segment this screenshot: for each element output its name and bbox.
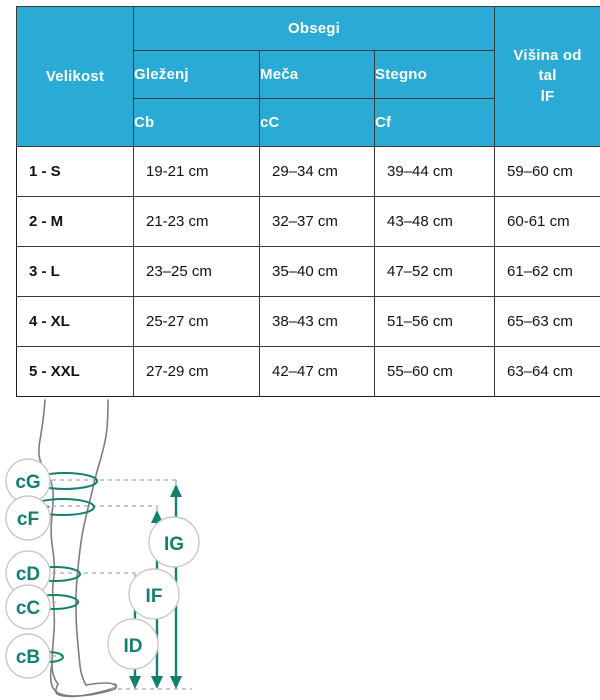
arrowhead-ig-top <box>170 484 182 497</box>
arrowhead-ig-bottom <box>170 676 182 689</box>
leg-measurement-diagram <box>0 398 600 700</box>
table-row <box>17 147 600 197</box>
cell-thigh: 47–52 cm <box>375 247 495 297</box>
cell-size: 1 - S <box>17 147 134 197</box>
cell-calf: 35–40 cm <box>260 247 375 297</box>
label-ig: IG <box>163 534 185 555</box>
cell-calf: 42–47 cm <box>260 347 375 397</box>
cell-thigh: 51–56 cm <box>375 297 495 347</box>
cell-ankle: 23–25 cm <box>134 247 260 297</box>
cell-calf: 29–34 cm <box>260 147 375 197</box>
visina-line-3: lF <box>540 87 555 105</box>
header-meca: Meča <box>260 51 375 99</box>
size-table-container <box>16 6 600 395</box>
label-cf: cF <box>16 509 40 530</box>
label-id: ID <box>123 636 143 657</box>
header-visina-od-tal <box>495 7 600 147</box>
visina-line-1: Višina od <box>513 47 582 65</box>
cell-height: 60-61 cm <box>495 197 600 247</box>
header-code-cf: Cf <box>375 99 495 147</box>
table-body <box>17 147 600 397</box>
table-row <box>17 197 600 247</box>
cell-ankle: 21-23 cm <box>134 197 260 247</box>
cell-calf: 32–37 cm <box>260 197 375 247</box>
size-table <box>16 6 600 397</box>
cell-size: 2 - M <box>17 197 134 247</box>
header-obsegi: Obsegi <box>134 7 495 51</box>
cell-height: 59–60 cm <box>495 147 600 197</box>
cell-thigh: 55–60 cm <box>375 347 495 397</box>
cell-thigh: 43–48 cm <box>375 197 495 247</box>
cell-size: 3 - L <box>17 247 134 297</box>
header-stegno: Stegno <box>375 51 495 99</box>
label-cg: cG <box>15 472 41 493</box>
header-velikost: Velikost <box>17 7 134 147</box>
label-cc: cC <box>15 598 41 619</box>
header-code-cb: Cb <box>134 99 260 147</box>
cell-height: 63–64 cm <box>495 347 600 397</box>
visina-line-2: tal <box>538 67 557 85</box>
header-row-1 <box>17 7 600 51</box>
cell-height: 61–62 cm <box>495 247 600 297</box>
cell-thigh: 39–44 cm <box>375 147 495 197</box>
cell-calf: 38–43 cm <box>260 297 375 347</box>
table-row <box>17 347 600 397</box>
cell-ankle: 27-29 cm <box>134 347 260 397</box>
cell-size: 4 - XL <box>17 297 134 347</box>
table-header <box>17 7 600 147</box>
cell-size: 5 - XXL <box>17 347 134 397</box>
arrowhead-if-bottom <box>151 676 163 689</box>
cell-ankle: 19-21 cm <box>134 147 260 197</box>
label-if: IF <box>145 586 163 607</box>
header-code-cc: cC <box>260 99 375 147</box>
table-row <box>17 247 600 297</box>
label-cb: cB <box>15 647 41 668</box>
cell-height: 65–63 cm <box>495 297 600 347</box>
header-glezenj: Gleženj <box>134 51 260 99</box>
cell-ankle: 25-27 cm <box>134 297 260 347</box>
circumference-label-badges <box>6 459 50 678</box>
length-label-badges <box>108 517 199 669</box>
arrowhead-id-bottom <box>129 676 141 689</box>
label-cd: cD <box>15 564 41 585</box>
table-row <box>17 297 600 347</box>
